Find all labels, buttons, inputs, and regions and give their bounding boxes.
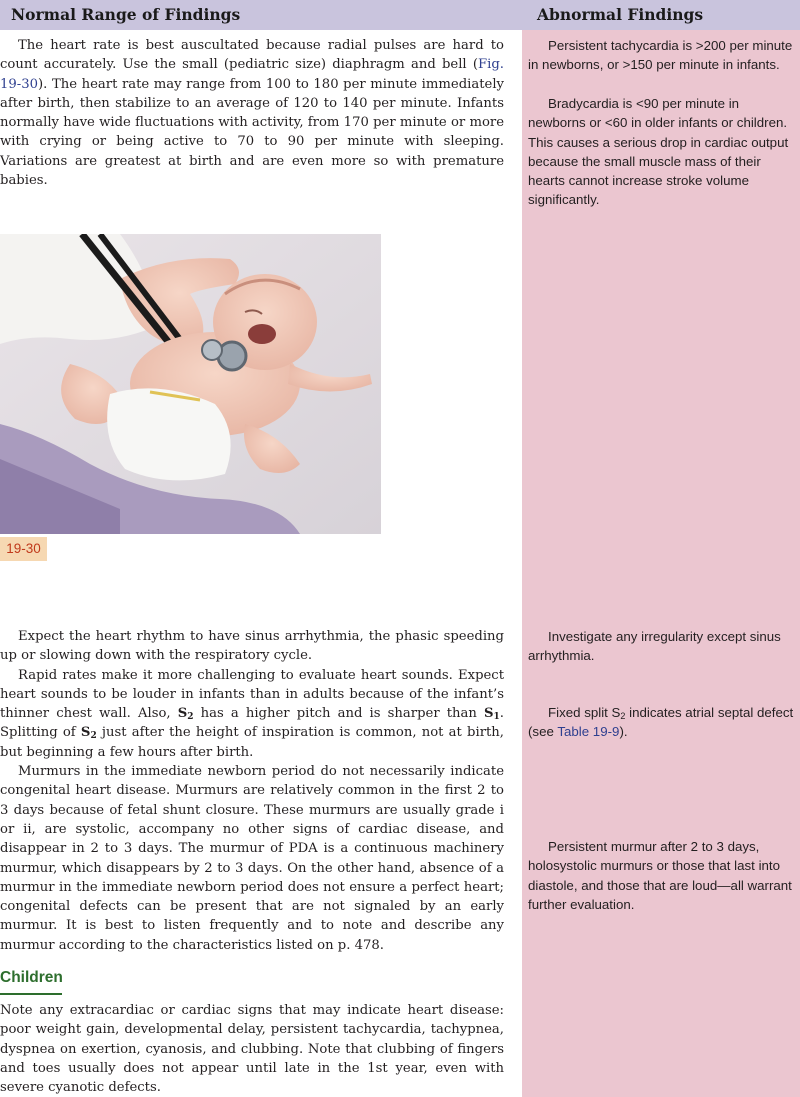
abnormal-paragraph-persistent-murmur: Persistent murmur after 2 to 3 days, holosystolic murmurs or those that last into diastole, and those that are loud—all warrant further evaluation. (528, 839, 792, 912)
section-heading-children: Children (0, 969, 63, 986)
normal-paragraph-children: Note any extracardiac or cardiac signs that may indicate heart disease: poor weight gain, developmental delay, persistent tachycardia, tachypnea, dyspnea on exertion, cyanosis, and clubbing. Note that clubbing of fingers and toes usually does not appear until late in the 1st year, even with severe cyanotic defects. (0, 1003, 504, 1096)
normal-paragraph-murmurs: Murmurs in the immediate newborn period do not necessarily indicate congenital heart disease. Murmurs are relatively common in the first 2 to 3 days because of fetal shunt closure. These murmurs are usually grade i or ii, are systolic, accompany no other signs of cardiac disease, and disappear in 2 to 3 days. The murmur of PDA is a continuous machinery murmur, which disappears by 2 to 3 days. On the other hand, absence of a murmur in the immediate newborn period does not ensure a perfect heart; congenital defects can be present that are not signaled by an early murmur. It is best to listen frequently and to note and describe any murmur according to the characteristics listed on p. 478. (0, 764, 504, 953)
section-heading-rule (0, 993, 62, 995)
normal-paragraphs-rhythm-and-murmurs (0, 627, 504, 955)
abnormal-paragraph-fixed-split: Fixed split $S_2$ indicates atrial septal defect (see Table 19-9). (528, 705, 794, 740)
normal-paragraph-heart-sounds: Rapid rates make it more challenging to evaluate heart sounds. Expect heart sounds to be louder in infants than in adults because of the infant’s thinner chest wall. Also, $S_2$ has a higher pitch and is sharper than $S_1$. Splitting of $S_2$ just after the height of inspiration is common, not at birth, but beginning a few hours after birth. (0, 667, 504, 760)
normal-paragraph-rhythm: Expect the heart rhythm to have sinus arrhythmia, the phasic speeding up or slowing down with the respiratory cycle. (0, 629, 504, 664)
header-abnormal-title: Abnormal Findings (537, 5, 704, 24)
abnormal-paragraph-tachycardia: Persistent tachycardia is >200 per minute in newborns, or >150 per minute in infants. (528, 38, 793, 73)
table-reference-link[interactable]: Table 19-9 (557, 724, 620, 740)
header-normal-band (0, 0, 522, 30)
header-abnormal-band (522, 0, 800, 30)
header-normal-title: Normal Range of Findings (11, 5, 241, 24)
figure-label: 19-30 (0, 537, 47, 561)
normal-paragraph-heart-rate: The heart rate is best auscultated because radial pulses are hard to count accurately. Use the small (pediatric size) diaphragm and bell (Fig. 19-30). The heart rate may range from 100 to 180 per minute immediately after birth, then stabilize to an average of 120 to 140 per minute. Infants normally have wide fluctuations with activity, from 170 per minute or more with crying or being active to 70 to 90 per minute with sleeping. Variations are greatest at birth and are even more so with premature babies. (0, 38, 504, 189)
figure-reference-link[interactable]: Fig. 19-30 (0, 57, 504, 92)
infant-stethoscope-illustration (0, 234, 381, 534)
figure-infant-auscultation-photo (0, 234, 381, 534)
abnormal-paragraph-irregularity: Investigate any irregularity except sinus arrhythmia. (528, 629, 781, 664)
abnormal-paragraph-bradycardia: Bradycardia is <90 per minute in newborns or <60 in older infants or children. This causes a serious drop in cardiac output because the small muscle mass of their hearts cannot increase stroke volume significantly. (528, 96, 789, 208)
